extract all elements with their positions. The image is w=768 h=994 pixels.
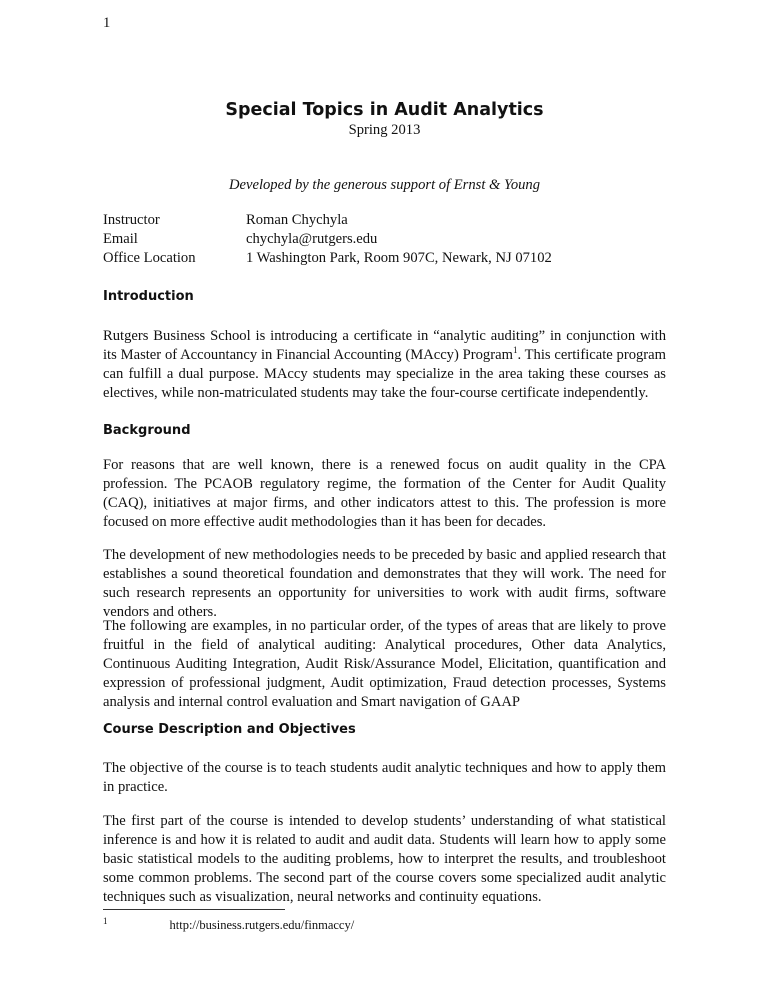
- footnote-reference: 1: [512, 345, 518, 356]
- background-paragraph-2: The development of new methodologies needs to be preceded by basic and applied research that establishes a sound theoretical foundation and demonstrates that they will work. The need for such research represents an opportunity for universities to work with audit firms, software vendors and others.: [103, 547, 666, 620]
- title-block: [103, 99, 666, 140]
- footnote: [103, 917, 354, 933]
- document-title: Special Topics in Audit Analytics: [225, 100, 544, 120]
- info-value: 1 Washington Park, Room 907C, Newark, NJ 07102: [246, 250, 552, 266]
- info-label: Instructor: [103, 212, 160, 228]
- info-label: Office Location: [103, 250, 196, 266]
- intro-text-start: Rutgers Business School is introducing a certificate in “analytic auditing” in conjunction with its Master of Accountancy in Financial Accounting (MAccy) Program: [103, 328, 666, 363]
- intro-text-end: . This certificate program can fulfill a dual purpose. MAccy students may specialize in the area taking these courses as electives, while non-matriculated students may take the four-course certificate independently.: [103, 347, 667, 401]
- term: Spring 2013: [348, 122, 421, 138]
- footnote-link[interactable]: http://business.rutgers.edu/finmaccy/: [169, 918, 355, 932]
- background-heading: Background: [103, 423, 191, 438]
- info-value: Roman Chychyla: [246, 212, 348, 228]
- info-value: chychyla@rutgers.edu: [246, 231, 378, 247]
- page-number: 1: [103, 15, 111, 31]
- info-row-instructor: [103, 211, 552, 230]
- info-row-office: [103, 249, 552, 268]
- course-heading: Course Description and Objectives: [103, 722, 356, 737]
- course-paragraph-2: The first part of the course is intended to develop students’ understanding of what statistical inference is and how it is related to audit and audit data. Students will learn how to apply some basic statistical models to the auditing problems, how to interpret the results, and troubleshoot some common problems. The second part of the course covers some specialized audit analytic techniques such as visualization, neural networks and continuity equations.: [103, 813, 666, 905]
- footnote-mark: 1: [103, 915, 108, 926]
- instructor-info-table: [103, 211, 552, 268]
- footnote-divider: [103, 909, 285, 910]
- introduction-paragraph: [103, 327, 666, 403]
- background-paragraph-3: The following are examples, in no particular order, of the types of areas that are likely to prove fruitful in the field of analytical auditing: Analytical procedures, Other data Analytics, Continuous Auditing Integration, Audit Risk/Assurance Model, Elicitation, quantification and expression of professional judgment, Audit optimization, Fraud detection processes, Systems analysis and internal control evaluation and Smart navigation of GAAP: [103, 618, 666, 710]
- support-line: Developed by the generous support of Ernst & Young: [228, 177, 541, 193]
- introduction-heading: Introduction: [103, 289, 194, 304]
- info-row-email: [103, 230, 552, 249]
- background-paragraph-1: For reasons that are well known, there is a renewed focus on audit quality in the CPA profession. The PCAOB regulatory regime, the formation of the Center for Audit Quality (CAQ), initiatives at major firms, and other indicators attest to this. The profession is more focused on more effective audit methodologies than it has been for decades.: [103, 457, 666, 530]
- course-paragraph-1: The objective of the course is to teach students audit analytic techniques and how to apply them in practice.: [103, 760, 666, 795]
- info-label: Email: [103, 231, 138, 247]
